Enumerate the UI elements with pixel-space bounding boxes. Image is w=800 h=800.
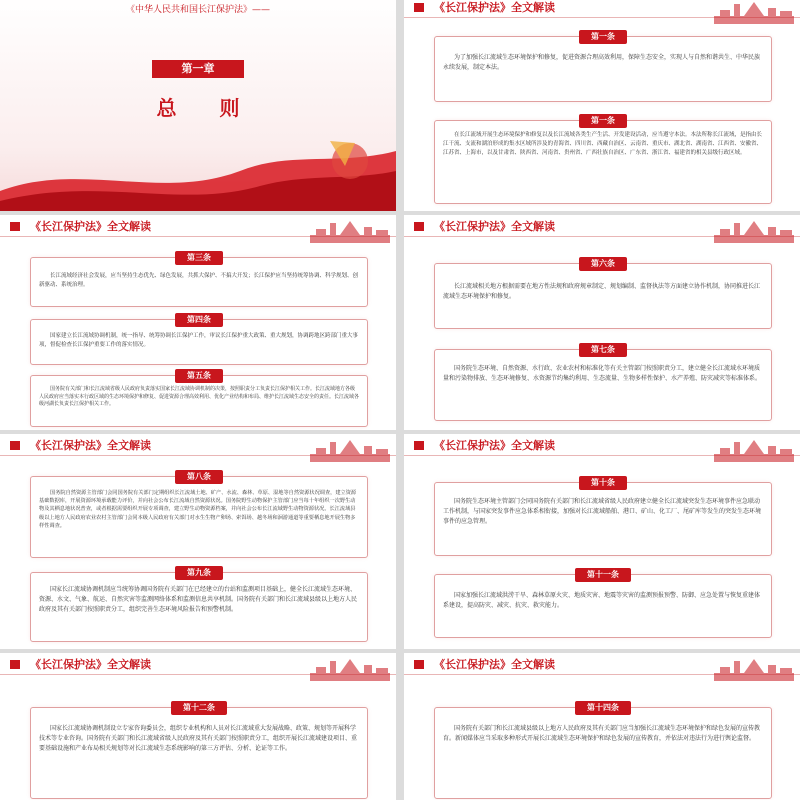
article-text: 在长江流域开展生态环境保护和修复以及长江流域各类生产生活、开发建设活动，应当遵守本法。本法所称长江流域，是指由长江干流、支流和湖泊形成的集水区域所涉及的青海省、四川省、西藏自治区、云南省、重庆市、湖北省、湖南省、江西省、安徽省、江苏省、上海市，以及甘肃省、陕西省、河南省、贵州省、广西壮族自治区、广东省、浙江省、福建省的相关县级行政区域。 — [443, 132, 763, 156]
slide-title: 《长江保护法》全文解读 — [30, 658, 151, 671]
cover-subtitle: 《中华人民共和国长江保护法》—— — [125, 5, 270, 15]
slide-article-12 — [0, 653, 396, 800]
slide-articles-1-2 — [404, 0, 800, 211]
article-card — [30, 371, 368, 427]
article-tag: 第六条 — [579, 257, 627, 271]
article-card — [30, 703, 368, 799]
article-tag: 第四条 — [175, 313, 223, 327]
skyline-icon — [310, 436, 390, 462]
article-text: 国家加强长江流域洪涝干旱、森林草原火灾、地质灾害、地震等灾害的监测预报预警、防御、应急处置与恢复重建体系建设，提高防灾、减灾、抗灾、救灾能力。 — [443, 592, 761, 609]
article-text: 国务院生态环境主管部门会同国务院有关部门和长江流域省级人民政府建立健全长江流域突发生态环境事件应急联动工作机制，与国家突发事件应急体系相衔接，加强对长江流域船舶、港口、矿山、化工厂、尾矿库等发生的突发生态环境事件的应急管理。 — [443, 498, 762, 525]
article-text: 为了加强长江流域生态环境保护和修复，促进资源合理高效利用，保障生态安全，实现人与自然和谐共生、中华民族永续发展，制定本法。 — [443, 54, 761, 71]
article-card — [30, 568, 368, 642]
chapter-label: 第一章 — [152, 60, 244, 78]
article-tag: 第十四条 — [575, 701, 631, 715]
article-tag: 第五条 — [175, 369, 223, 383]
article-text: 长江流域相关地方根据需要在地方性法规和政府规章制定、规划编制、监督执法等方面建立协作机制，协同推进长江流域生态环境保护和修复。 — [443, 283, 761, 300]
cover-slide — [0, 0, 396, 211]
article-text: 国务院自然资源主管部门会同国务院有关部门定期组织长江流域土地、矿产、水流、森林、草原、湿地等自然资源状况调查，建立资源基础数据库，开展资源环境承载能力评价，并向社会公布长江流域自然资源状况。国务院野生动物保护主管部门应当每十年组织一次野生动物及其栖息地状况普查，或者根据需要组织开展专项调查，建立野生动物资源档案，并向社会公布长江流域野生动物资源状况。长江流域县级以上地方人民政府农业农村主管部门会同本级人民政府有关部门对水生生物产卵场、索饵场、越冬场和洄游通道等重要栖息地开展生物多样性调查。 — [39, 490, 357, 529]
header-marker — [414, 222, 424, 231]
slide-title: 《长江保护法》全文解读 — [434, 1, 555, 14]
article-tag: 第八条 — [175, 470, 223, 484]
article-text: 国家建立长江流域协调机制，统一指导、统筹协调长江保护工作，审议长江保护重大政策、重大规划，协调跨地区跨部门重大事项，督促检查长江保护重要工作的落实情况。 — [39, 333, 359, 348]
article-tag: 第十条 — [579, 476, 627, 490]
article-card — [30, 472, 368, 558]
article-card — [434, 32, 772, 102]
header-marker — [10, 660, 20, 669]
article-card — [30, 315, 368, 365]
article-card — [434, 570, 772, 638]
slide-title: 《长江保护法》全文解读 — [434, 220, 555, 233]
article-card — [434, 478, 772, 556]
header-marker — [10, 441, 20, 450]
slide-articles-8-9 — [0, 434, 396, 649]
article-tag: 第十一条 — [575, 568, 631, 582]
article-text: 长江流域经济社会发展，应当坚持生态优先、绿色发展，共抓大保护、不搞大开发；长江保护应当坚持统筹协调、科学规划、创新驱动、系统治理。 — [39, 273, 359, 288]
article-tag: 第一条 — [579, 30, 627, 44]
article-card — [434, 345, 772, 421]
article-card — [434, 703, 772, 799]
header-marker — [414, 660, 424, 669]
skyline-icon — [714, 436, 794, 462]
article-card — [434, 116, 772, 204]
article-text: 国务院生态环境、自然资源、水行政、农业农村和标准化等有关主管部门按照职责分工，建立健全长江流域水环境质量和污染物排放、生态环境修复、水资源节约集约利用、生态流量、生物多样性保护、水产养殖、防灾减灾等标准体系。 — [443, 365, 762, 382]
chapter-title: 总 则 — [156, 96, 258, 120]
article-tag: 第三条 — [175, 251, 223, 265]
slide-title: 《长江保护法》全文解读 — [434, 439, 555, 452]
article-text: 国家长江流域协调机制应当统筹协调国务院有关部门在已经建立的台站和监测项目基础上，健全长江流域生态环境、资源、水文、气象、航运、自然灾害等监测网络体系和监测信息共享机制。国务院有关部门和长江流域县级以上地方人民政府及其有关部门按照职责分工，组织完善生态环境风险报告和预警机制。 — [39, 586, 358, 613]
article-tag: 第七条 — [579, 343, 627, 357]
cover-decoration — [0, 131, 396, 211]
article-tag: 第十二条 — [171, 701, 227, 715]
slide-articles-6-7 — [404, 215, 800, 430]
slide-articles-3-5 — [0, 215, 396, 430]
skyline-icon — [310, 217, 390, 243]
article-text: 国务院有关部门和长江流域省级人民政府负责落实国家长江流域协调机制的决策，按照职责分工负责长江保护相关工作。长江流域地方各级人民政府应当落实本行政区域的生态环境保护和修复、促进资源合理高效利用、优化产业结构和布局、维护长江流域生态安全的责任。长江流域各级河湖长负责长江保护相关工作。 — [39, 386, 360, 407]
skyline-icon — [714, 655, 794, 681]
article-tag: 第一条 — [579, 114, 627, 128]
header-marker — [414, 3, 424, 12]
skyline-icon — [714, 217, 794, 243]
article-tag: 第九条 — [175, 566, 223, 580]
article-card — [30, 253, 368, 307]
slide-title: 《长江保护法》全文解读 — [434, 658, 555, 671]
slide-articles-10-11 — [404, 434, 800, 649]
header-marker — [10, 222, 20, 231]
article-text: 国家长江流域协调机制设立专家咨询委员会，组织专业机构和人员对长江流域重大发展战略、政策、规划等开展科学技术等专业咨询。国务院有关部门和长江流域省级人民政府及其有关部门按照职责分工，组织开展长江流域建设项目、重要基础设施和产业布局相关规划等对长江流域生态系统影响的第三方评估、分析、论证等工作。 — [39, 725, 358, 752]
skyline-icon — [714, 0, 794, 24]
article-card — [434, 259, 772, 329]
slide-title: 《长江保护法》全文解读 — [30, 439, 151, 452]
skyline-icon — [310, 655, 390, 681]
article-text: 国务院有关部门和长江流域县级以上地方人民政府及其有关部门应当加强长江流域生态环境保护和绿色发展的宣传教育。新闻媒体应当采取多种形式开展长江流域生态环境保护和绿色发展的宣传教育，并依法对违法行为进行舆论监督。 — [443, 725, 761, 742]
slide-title: 《长江保护法》全文解读 — [30, 220, 151, 233]
header-marker — [414, 441, 424, 450]
slide-article-14 — [404, 653, 800, 800]
